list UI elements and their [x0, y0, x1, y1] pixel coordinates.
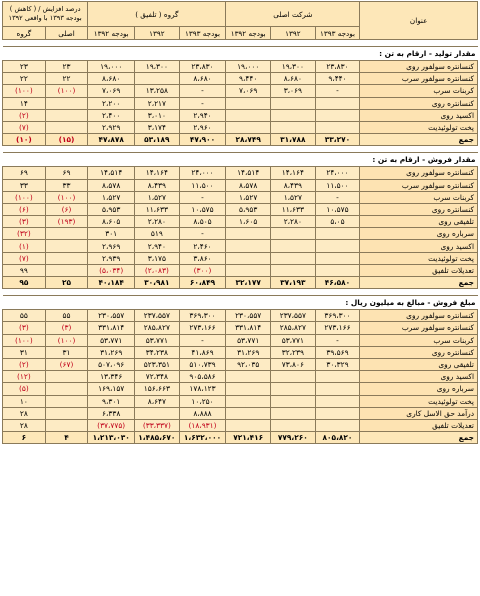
table-cell — [226, 383, 271, 395]
table-row — [3, 61, 478, 73]
main-header: اصلی — [45, 27, 88, 40]
table-cell: (۱۰۰) — [3, 334, 46, 346]
table-cell: (۶) — [45, 203, 88, 215]
table-cell: ۳۴،۲۳۸ — [135, 346, 180, 358]
table-cell — [226, 109, 271, 121]
table-cell: ۳۳۱،۸۱۴ — [226, 322, 271, 334]
table-cell: ۱۹،۰۰۰ — [226, 61, 271, 73]
table-cell: ۲۳۰،۵۵۷ — [88, 310, 135, 322]
table-cell — [271, 228, 316, 240]
table-cell: ۵۳،۷۷۱ — [88, 334, 135, 346]
table-cell: ۲،۹۶۹ — [88, 240, 135, 252]
table-cell: ۵،۹۵۳ — [88, 203, 135, 215]
table-cell: (۲) — [3, 358, 46, 370]
table-cell: ۸،۵۷۸ — [226, 179, 271, 191]
table-cell: ۳،۸۶۰ — [179, 252, 226, 264]
table-cell: ۵۳،۷۷۱ — [135, 334, 180, 346]
table-cell: (۱۹۳) — [45, 216, 88, 228]
row-label: کنسانتره روی — [360, 346, 478, 358]
table-cell — [226, 395, 271, 407]
table-cell: (۳۳،۳۳۷) — [135, 419, 180, 431]
table-cell: (۲،۰۸۳) — [135, 264, 180, 276]
table-cell — [45, 252, 88, 264]
table-cell: ۱۴ — [3, 97, 46, 109]
table-cell: ۲۲ — [3, 73, 46, 85]
budget93-header: بودجه ۱۳۹۳ — [179, 27, 226, 40]
table-cell: ۱۱،۶۳۳ — [135, 203, 180, 215]
table-cell: ۱۵۶،۶۶۳ — [135, 383, 180, 395]
table-cell — [315, 97, 360, 109]
total-cell: ۱،۶۳۲،۰۰۰ — [179, 432, 226, 444]
table-cell: ۱۱،۶۳۳ — [271, 203, 316, 215]
table-cell: ۳،۰۱۰ — [135, 109, 180, 121]
table-cell: (۵،۰۳۴) — [88, 264, 135, 276]
total-cell: ۳۷،۱۹۳ — [271, 277, 316, 289]
table-cell: ۲۲ — [45, 73, 88, 85]
table-row — [3, 358, 478, 370]
table-row — [3, 252, 478, 264]
table-cell: ۸،۴۳۹ — [271, 179, 316, 191]
table-cell: ۵،۰۵ — [315, 216, 360, 228]
table-cell: ۲۴،۰۰۰ — [179, 167, 226, 179]
table-cell: - — [179, 334, 226, 346]
table-cell: ۸،۶۸۰ — [88, 73, 135, 85]
total-label: جمع — [360, 134, 478, 146]
report-table — [2, 1, 478, 444]
table-cell: ۳،۰۶۹ — [271, 85, 316, 97]
table-cell: - — [179, 191, 226, 203]
row-label: کنسانتره سولفور سرب — [360, 322, 478, 334]
table-cell — [226, 252, 271, 264]
total-cell: ۴۰،۱۸۴ — [88, 277, 135, 289]
table-row — [3, 310, 478, 322]
row-label: اکسید روی — [360, 371, 478, 383]
table-cell — [226, 407, 271, 419]
table-cell: (۱۸،۹۳۱) — [179, 419, 226, 431]
growth-header: درصد افزایش / ( کاهش ) بودجه ۱۳۹۳ با واقعی ۱۳۹۲ — [3, 2, 88, 27]
table-cell — [315, 228, 360, 240]
table-cell: ۳۹،۵۶۹ — [315, 346, 360, 358]
table-cell: ۴۱،۸۶۹ — [179, 346, 226, 358]
table-cell: (۱) — [3, 240, 46, 252]
table-cell: ۹۹ — [3, 264, 46, 276]
table-cell: (۱۰۰) — [3, 191, 46, 203]
table-cell: ۳۱ — [45, 346, 88, 358]
table-cell: ۲۳۷،۵۵۷ — [135, 310, 180, 322]
table-cell: ۶۹ — [45, 167, 88, 179]
row-label: کربنات سرب — [360, 334, 478, 346]
total-cell: ۴۷،۹۰۰ — [179, 134, 226, 146]
table-cell: ۲۴،۰۰۰ — [315, 167, 360, 179]
table-cell: (۱۰۰) — [45, 85, 88, 97]
table-cell — [271, 407, 316, 419]
table-cell: - — [179, 97, 226, 109]
total-cell: ۳۳،۲۷۰ — [315, 134, 360, 146]
table-cell: ۱۳،۲۵۸ — [135, 85, 180, 97]
table-cell: ۲،۴۰۰ — [88, 109, 135, 121]
table-cell: ۹،۴۴۰ — [315, 73, 360, 85]
table-cell: ۶،۳۳۸ — [88, 407, 135, 419]
table-cell: ۱،۵۲۷ — [88, 191, 135, 203]
table-cell: - — [315, 334, 360, 346]
total-cell: ۴ — [45, 432, 88, 444]
table-cell: ۲،۹۲۹ — [88, 121, 135, 133]
table-cell — [45, 264, 88, 276]
table-cell — [45, 109, 88, 121]
table-cell: ۱۴،۱۶۴ — [271, 167, 316, 179]
table-cell — [315, 252, 360, 264]
table-row — [3, 109, 478, 121]
table-cell — [271, 264, 316, 276]
table-cell — [315, 407, 360, 419]
table-cell — [315, 121, 360, 133]
table-row — [3, 179, 478, 191]
row-label: کربنات سرب — [360, 191, 478, 203]
table-cell — [226, 240, 271, 252]
table-cell: ۲۷۳،۱۶۶ — [179, 322, 226, 334]
table-cell: ۲۳ — [3, 61, 46, 73]
total-cell: ۱،۴۸۵،۶۷۰ — [135, 432, 180, 444]
table-cell — [226, 371, 271, 383]
table-cell — [271, 371, 316, 383]
table-cell — [271, 240, 316, 252]
table-cell: ۲،۹۶۰ — [179, 121, 226, 133]
table-cell: ۵۳،۷۷۱ — [226, 334, 271, 346]
row-label: پخت تولوئیدیت — [360, 121, 478, 133]
table-cell: ۱۷۸،۱۲۳ — [179, 383, 226, 395]
row-label: کنسانتره روی — [360, 203, 478, 215]
table-cell: ۲۸ — [3, 407, 46, 419]
table-cell: ۱۹،۳۰۰ — [271, 61, 316, 73]
table-cell: ۳،۱۷۵ — [135, 252, 180, 264]
table-cell — [226, 228, 271, 240]
table-cell: ۲،۲۸۰ — [271, 216, 316, 228]
table-cell — [315, 109, 360, 121]
table-row — [3, 383, 478, 395]
table-cell: ۷۳،۸۰۶ — [271, 358, 316, 370]
row-label: کنسانتره سولفور روی — [360, 310, 478, 322]
row-label: تلفیقی روی — [360, 358, 478, 370]
total-cell: ۶۰،۸۴۹ — [179, 277, 226, 289]
row-label: اکسید روی — [360, 240, 478, 252]
table-cell — [45, 383, 88, 395]
table-cell — [226, 419, 271, 431]
table-cell: ۲،۹۳۹ — [88, 252, 135, 264]
table-cell: ۸،۴۳۹ — [135, 179, 180, 191]
table-cell: ۳۶۹،۳۰۰ — [179, 310, 226, 322]
section-title: مقدار تولید - ارقام به تن : — [3, 47, 478, 61]
table-cell — [271, 109, 316, 121]
table-cell — [315, 240, 360, 252]
table-cell: ۵،۹۵۳ — [226, 203, 271, 215]
table-cell: ۱،۶۰۵ — [226, 216, 271, 228]
table-cell: ۲۳۰،۵۵۷ — [226, 310, 271, 322]
table-cell: - — [179, 228, 226, 240]
table-row — [3, 121, 478, 133]
table-cell — [315, 383, 360, 395]
total-label: جمع — [360, 432, 478, 444]
table-cell: ۷۲،۳۴۸ — [135, 371, 180, 383]
table-cell: ۵۱۹ — [135, 228, 180, 240]
total-cell: ۲۸،۷۴۹ — [226, 134, 271, 146]
table-cell: (۶) — [3, 203, 46, 215]
table-cell — [45, 121, 88, 133]
table-cell: (۱۰۰) — [45, 334, 88, 346]
table-cell: (۳۷،۷۷۵) — [88, 419, 135, 431]
table-cell: ۱۴،۵۱۴ — [88, 167, 135, 179]
table-cell: ۲۳،۸۳۰ — [179, 61, 226, 73]
table-cell: (۲) — [3, 109, 46, 121]
table-cell: ۱۴،۵۱۴ — [226, 167, 271, 179]
total-cell: ۳۱،۷۸۸ — [271, 134, 316, 146]
actual92-header: ۱۳۹۲ — [271, 27, 316, 40]
table-row — [3, 216, 478, 228]
total-cell: ۴۶،۵۸۰ — [315, 277, 360, 289]
table-cell: ۵۵ — [45, 310, 88, 322]
table-cell: ۲۸۵،۸۲۷ — [135, 322, 180, 334]
table-cell: (۳) — [3, 216, 46, 228]
table-cell: ۷،۰۶۹ — [88, 85, 135, 97]
table-cell: ۵۵ — [3, 310, 46, 322]
table-cell: ۵۲۳،۳۵۱ — [135, 358, 180, 370]
table-cell — [271, 395, 316, 407]
budget93-header: بودجه ۱۳۹۳ — [315, 27, 360, 40]
table-cell — [45, 419, 88, 431]
total-label: جمع — [360, 277, 478, 289]
total-row — [3, 134, 478, 146]
table-cell: (۵) — [3, 383, 46, 395]
table-cell: ۳۳ — [3, 179, 46, 191]
table-cell: ۲۳ — [45, 61, 88, 73]
total-cell: ۹۵ — [3, 277, 46, 289]
table-cell — [226, 264, 271, 276]
table-cell — [315, 419, 360, 431]
row-label: کنسانتره روی — [360, 97, 478, 109]
row-label: سرباره روی — [360, 228, 478, 240]
table-row — [3, 73, 478, 85]
table-cell: ۱۴،۱۶۴ — [135, 167, 180, 179]
table-cell — [45, 395, 88, 407]
section-title: مقدار فروش - ارقام به تن : — [3, 153, 478, 167]
table-cell: ۳۰،۳۲۹ — [315, 358, 360, 370]
table-cell — [315, 395, 360, 407]
table-row — [3, 228, 478, 240]
table-cell — [45, 371, 88, 383]
table-cell — [271, 252, 316, 264]
row-label: پخت تولوئیدیت — [360, 395, 478, 407]
table-cell — [271, 121, 316, 133]
total-cell: (۱۵) — [45, 134, 88, 146]
table-row — [3, 240, 478, 252]
table-cell: ۳۱ — [3, 346, 46, 358]
table-row — [3, 203, 478, 215]
table-cell: ۱،۵۲۷ — [226, 191, 271, 203]
table-cell: ۸،۶۸۰ — [271, 73, 316, 85]
table-cell: ۳۲،۲۳۹ — [271, 346, 316, 358]
table-cell: ۸،۶۴۷ — [135, 395, 180, 407]
table-cell: ۱۶۹،۱۵۷ — [88, 383, 135, 395]
table-cell: (۳) — [3, 322, 46, 334]
table-cell: ۲۸۵،۸۲۷ — [271, 322, 316, 334]
table-cell: ۱۹،۰۰۰ — [88, 61, 135, 73]
table-cell: ۱۱،۵۰۰ — [179, 179, 226, 191]
total-row — [3, 277, 478, 289]
table-cell — [271, 419, 316, 431]
table-cell: ۲،۲۰۰ — [88, 97, 135, 109]
table-cell — [226, 121, 271, 133]
table-cell: ۲۸ — [3, 419, 46, 431]
table-row — [3, 395, 478, 407]
group-header: گروه ( تلفیق ) — [88, 2, 226, 27]
table-cell — [45, 228, 88, 240]
table-cell: (۱۰۰) — [3, 85, 46, 97]
table-cell: ۹۰۵،۵۸۶ — [179, 371, 226, 383]
table-cell: - — [315, 191, 360, 203]
total-cell: ۸۰۵،۸۲۰ — [315, 432, 360, 444]
table-cell: ۳۳۱،۸۱۴ — [88, 322, 135, 334]
table-cell: ۶۹ — [3, 167, 46, 179]
table-cell: ۱،۵۲۷ — [135, 191, 180, 203]
table-cell: ۸،۶۸۰ — [179, 73, 226, 85]
total-cell: ۲۵ — [45, 277, 88, 289]
table-cell: ۸،۶۰۵ — [88, 216, 135, 228]
table-cell: ۲،۲۸۰ — [135, 216, 180, 228]
row-label: تعدیلات تلفیق — [360, 419, 478, 431]
table-cell: ۲،۴۶۰ — [179, 240, 226, 252]
table-cell: ۳۰۱ — [88, 228, 135, 240]
table-cell: (۱۰۰) — [45, 191, 88, 203]
table-cell: ۳۱،۲۶۹ — [88, 346, 135, 358]
table-cell: - — [179, 85, 226, 97]
table-cell: (۳۲) — [3, 228, 46, 240]
table-cell: ۸،۵۷۸ — [88, 179, 135, 191]
table-cell — [135, 407, 180, 419]
total-cell: ۷۲۱،۴۱۶ — [226, 432, 271, 444]
table-cell: ۲،۹۴۰ — [135, 240, 180, 252]
table-row — [3, 407, 478, 419]
table-row — [3, 334, 478, 346]
table-cell: ۲۳۷،۵۵۷ — [271, 310, 316, 322]
budget92-header: بودجه ۱۳۹۲ — [88, 27, 135, 40]
actual92-header: ۱۳۹۲ — [135, 27, 180, 40]
row-label: کنسانتره سولفور روی — [360, 167, 478, 179]
column-title: عنوان — [360, 2, 478, 40]
table-row — [3, 419, 478, 431]
row-label: کربنات سرب — [360, 85, 478, 97]
table-cell: ۹،۴۴۰ — [226, 73, 271, 85]
table-cell: ۲۷۳،۱۶۶ — [315, 322, 360, 334]
table-cell: ۸،۵۰۵ — [179, 216, 226, 228]
total-cell: (۱۰) — [3, 134, 46, 146]
table-cell: ۹،۳۰۱ — [88, 395, 135, 407]
table-cell — [135, 73, 180, 85]
total-cell: ۳۲،۱۷۷ — [226, 277, 271, 289]
table-cell: (۱۲) — [3, 371, 46, 383]
table-cell — [271, 383, 316, 395]
table-row — [3, 371, 478, 383]
row-label: کنسانتره سولفور سرب — [360, 179, 478, 191]
row-label: درآمد حق الاسل کاری — [360, 407, 478, 419]
row-label: سرباره روی — [360, 383, 478, 395]
table-cell: ۵۱۰،۷۳۹ — [179, 358, 226, 370]
row-label: کنسانتره سولفور سرب — [360, 73, 478, 85]
table-cell: ۳۶۹،۳۰۰ — [315, 310, 360, 322]
table-cell: ۱۰،۵۷۵ — [315, 203, 360, 215]
table-cell: ۱۰،۲۵۰ — [179, 395, 226, 407]
table-cell: (۷) — [3, 252, 46, 264]
table-cell — [226, 97, 271, 109]
table-cell: ۲،۹۴۰ — [179, 109, 226, 121]
table-cell — [315, 264, 360, 276]
total-cell: ۵۳،۱۸۹ — [135, 134, 180, 146]
company-header: شرکت اصلی — [226, 2, 360, 27]
total-cell: ۳۰،۹۸۱ — [135, 277, 180, 289]
total-cell: ۶ — [3, 432, 46, 444]
table-row — [3, 346, 478, 358]
table-cell — [315, 371, 360, 383]
table-row — [3, 191, 478, 203]
row-label: تلفیقی روی — [360, 216, 478, 228]
table-cell — [45, 97, 88, 109]
section-title: مبلغ فروش - مبالغ به میلیون ریال : — [3, 296, 478, 310]
budget92-header: بودجه ۱۳۹۲ — [226, 27, 271, 40]
table-cell — [45, 240, 88, 252]
row-label: تعدیلات تلفیق — [360, 264, 478, 276]
table-cell: (۳۰۰) — [179, 264, 226, 276]
row-label: کنسانتره سولفور روی — [360, 61, 478, 73]
budget-report — [2, 1, 478, 594]
table-cell: ۸،۸۸۸ — [179, 407, 226, 419]
row-label: اکسید روی — [360, 109, 478, 121]
table-cell: ۱۳،۳۴۶ — [88, 371, 135, 383]
table-row — [3, 85, 478, 97]
table-cell: ۱۰،۵۷۵ — [179, 203, 226, 215]
total-cell: ۷۷۹،۲۶۰ — [271, 432, 316, 444]
table-cell: ۳۳ — [45, 179, 88, 191]
table-cell: ۱،۵۲۷ — [271, 191, 316, 203]
table-cell — [271, 97, 316, 109]
table-cell: ۲،۲۱۷ — [135, 97, 180, 109]
table-row — [3, 167, 478, 179]
total-cell: ۱،۲۱۳،۰۳۰ — [88, 432, 135, 444]
group-sub-header: گروه — [3, 27, 46, 40]
table-cell: (۶۷) — [45, 358, 88, 370]
table-row — [3, 322, 478, 334]
table-cell: - — [315, 85, 360, 97]
table-cell: ۳۱،۲۶۹ — [226, 346, 271, 358]
table-cell: ۱۱،۵۰۰ — [315, 179, 360, 191]
table-cell: ۲۳،۸۳۰ — [315, 61, 360, 73]
table-row — [3, 264, 478, 276]
table-row — [3, 97, 478, 109]
table-cell: ۱۰ — [3, 395, 46, 407]
table-cell: (۷) — [3, 121, 46, 133]
table-cell — [45, 407, 88, 419]
table-cell: ۵۰۷،۰۹۶ — [88, 358, 135, 370]
total-row — [3, 432, 478, 444]
table-cell: ۹۲،۰۳۵ — [226, 358, 271, 370]
row-label: پخت تولوئیدیت — [360, 252, 478, 264]
table-cell: ۵۳،۷۷۱ — [271, 334, 316, 346]
table-cell: ۳،۱۷۴ — [135, 121, 180, 133]
total-cell: ۴۷،۸۷۸ — [88, 134, 135, 146]
table-cell: (۳) — [45, 322, 88, 334]
table-cell: ۱۹،۳۰۰ — [135, 61, 180, 73]
table-cell: ۷،۰۶۹ — [226, 85, 271, 97]
